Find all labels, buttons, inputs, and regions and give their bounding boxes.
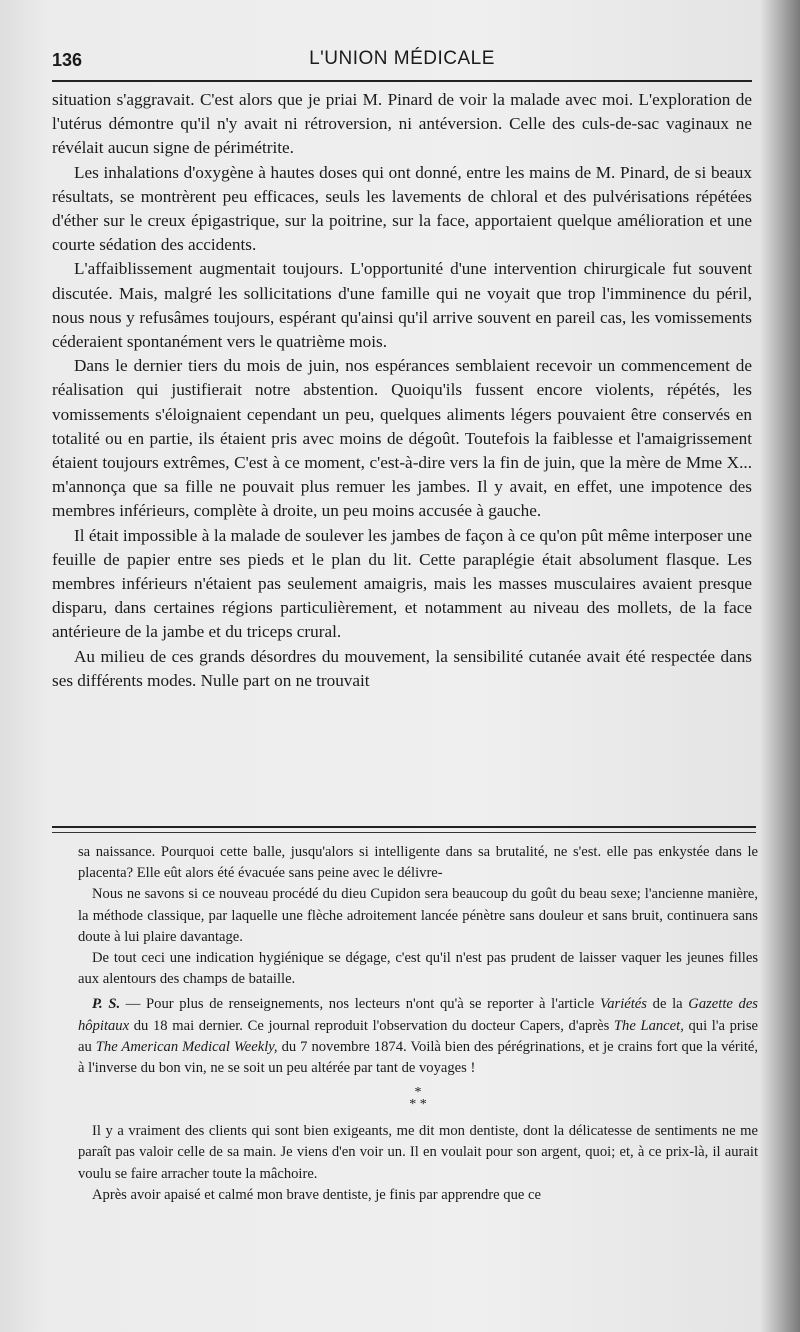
paragraph-2: Les inhalations d'oxygène à hautes doses qui ont donné, entre les mains de M. Pinard, de si beaux résultats, se montrèrent peu efficaces, seuls les lavements de chloral et des pulvérisations répétées d'éther sur le creux épigastrique, sur la poitrine, sur la face, apportaient quelque amélioration et une courte sédation des accidents. [52,162,752,255]
paragraph-3: L'affaiblissement augmentait toujours. L'opportunité d'une intervention chirurgicale fut souvent discutée. Mais, malgré les sollicitations d'une famille qui ne voyait que trop l'imminence du péril, nous nous y refusâmes toujours, espérant qu'ainsi qu'il arrive souvent en pareil cas, les vomissements céderaient spontanément vers le quatrième mois. [52,259,752,352]
note-paragraph-5: Après avoir apaisé et calmé mon brave dentiste, je finis par apprendre que ce [92,1186,541,1203]
ps-gazette-title: Gazette des hôpitaux [78,996,758,1034]
paragraph-6: Au milieu de ces grands désordres du mouvement, la sensibilité cutanée avait été respectée dans ses différents modes. Nulle part on ne trouvait [52,646,752,690]
note-postscript: P. S. — Pour plus de renseignements, nos lecteurs n'ont qu'à se reporter à l'article Variétés de la Gazette des hôpitaux du 18 mai dernier. Ce journal reproduit l'observation du docteur Capers, d'après The Lancet, qui l'a prise au The American Medical Weekly, du 7 novembre 1874. Voilà bien des pérégrinations, et je crains fort que la vérité, à l'inverse du bon vin, ne se soit un peu altérée par tant de voyages ! [78,996,759,1077]
main-text [52,88,752,693]
asterism-separator: * * * [409,1085,427,1113]
note-paragraph-3: De tout ceci une indication hygiénique se dégage, c'est qu'il n'est pas prudent de laisser vaquer les jeunes filles aux alentours des champs de bataille. [78,950,758,988]
feuilleton-text [78,842,758,1206]
ps-varietes: Variétés [599,996,647,1013]
ps-lancet-title: The Lancet, [613,1017,684,1034]
feuilleton-rule-thick [52,826,756,828]
paragraph-4: Dans le dernier tiers du mois de juin, nos espérances semblaient recevoir un commencement de réalisation qui justifierait notre abstention. Quoiqu'ils fussent encore violents, répétés, les vomissements s'éloignaient cependant un peu, quelques aliments légers pouvaient être conservés en totalité ou en partie, ils étaient pris avec moins de dégoût. Toutefois la faiblesse et l'amaigrissement étaient toujours extrêmes, C'est à ce moment, c'est-à-dire vers la fin de juin, que la mère de Mme X... m'annonça que sa fille ne pouvait plus remuer les jambes. Il y avait, en effet, une impotence des membres inférieurs, complète à droite, un peu moins accusée à gauche. [52,356,752,521]
page-header [52,44,752,76]
note-paragraph-2: Nous ne savons si ce nouveau procédé du dieu Cupidon sera beaucoup du goût du beau sexe; l'ancienne manière, la méthode classique, par laquelle une flèche adroitement lancée pénètre sans douleur et sans bruit, continuera sans doute à lui plaire davantage. [78,886,758,945]
note-paragraph-1: sa naissance. Pourquoi cette balle, jusqu'alors si intelligente dans sa brutalité, ne s'est. elle pas enkystée dans le placenta? Elle eût alors été évacuée sans peine avec le délivre- [78,844,758,882]
paragraph-1: situation s'aggravait. C'est alors que je priai M. Pinard de voir la malade avec moi. L'exploration de l'utérus démontre qu'il n'y avait ni rétroversion, ni antéversion. Celle des culs-de-sac vaginaux ne révélait aucun signe de périmétrite. [52,90,752,158]
feuilleton-rule-thin [52,832,756,833]
paragraph-5: Il était impossible à la malade de soulever les jambes de façon à ce qu'on pût même interposer une feuille de papier entre ses pieds et le plan du lit. Cette paraplégie était absolument flasque. Les membres inférieurs n'étaient pas seulement amaigris, mais les masses musculaires avaient presque disparu, dans certaines régions particulièrement, et notamment au niveau des mollets, de la face antérieure de la jambe et du triceps crural. [52,525,752,642]
ps-american-medical-weekly-title: The American Medical Weekly, [95,1038,278,1055]
note-paragraph-4: Il y a vraiment des clients qui sont bien exigeants, me dit mon dentiste, dont la délicatesse de sentiments ne me paraît pas valoir celle de sa main. Je viens d'en voir un. Il en voulait pour son argent, quoi; et, à ce prix-là, il aurait voulu se faire arracher toute la mâchoire. [78,1123,758,1182]
page-number: 136 [52,50,83,70]
ps-label: P. S. [92,996,121,1013]
header-rule [52,80,752,82]
running-title: L'UNION MÉDICALE [309,48,495,69]
